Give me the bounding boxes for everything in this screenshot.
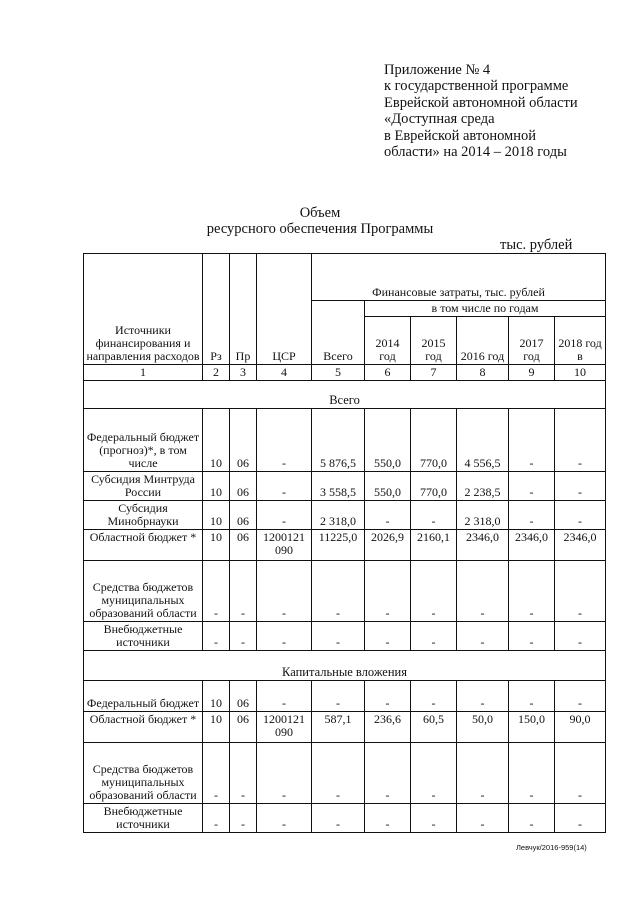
document-title: Объем	[299, 205, 341, 221]
col-number: 2	[203, 365, 230, 381]
row-2016: -	[457, 561, 509, 622]
footer-code: Левчук/2016-959(14)	[516, 843, 587, 852]
row-2018: -	[555, 681, 606, 712]
header-csr: ЦСР	[257, 254, 312, 365]
row-2018: -	[555, 409, 606, 472]
section-title: Всего	[84, 381, 606, 409]
appendix-line: в Еврейской автономной	[384, 127, 536, 144]
row-csr: 1200121 090	[257, 530, 312, 561]
col-number: 1	[84, 365, 203, 381]
table-row	[84, 561, 606, 622]
row-rz: -	[203, 804, 230, 833]
header-year: 2015 год	[411, 317, 457, 365]
row-2017: -	[509, 501, 555, 530]
row-csr: -	[257, 472, 312, 501]
row-2014: -	[365, 681, 411, 712]
row-source: Субсидия Минтруда России	[84, 472, 203, 501]
appendix-line: к государственной программе	[384, 78, 569, 95]
table-row	[84, 472, 606, 501]
units-label: тыс. рублей	[500, 237, 573, 253]
row-source: Внебюджетные источники	[84, 804, 203, 833]
row-rz: 10	[203, 472, 230, 501]
appendix-block	[384, 62, 634, 160]
table-row	[84, 743, 606, 804]
row-pr: 06	[230, 409, 257, 472]
appendix-line: области» на 2014 – 2018 годы	[384, 144, 567, 161]
row-2018: 2346,0	[555, 530, 606, 561]
row-source: Средства бюджетов муниципальных образований области	[84, 743, 203, 804]
row-2015: 60,5	[411, 712, 457, 743]
row-total: -	[312, 681, 365, 712]
row-rz: -	[203, 561, 230, 622]
row-2014: -	[365, 622, 411, 651]
row-rz: 10	[203, 409, 230, 472]
row-2017: -	[509, 561, 555, 622]
row-2016: 50,0	[457, 712, 509, 743]
row-csr: -	[257, 622, 312, 651]
row-2018: -	[555, 501, 606, 530]
row-csr: -	[257, 804, 312, 833]
row-csr: -	[257, 561, 312, 622]
row-2015: -	[411, 501, 457, 530]
col-number: 10	[555, 365, 606, 381]
row-2016: -	[457, 622, 509, 651]
row-rz: -	[203, 622, 230, 651]
row-2018: -	[555, 743, 606, 804]
table-row	[84, 804, 606, 833]
appendix-line: Еврейской автономной области	[384, 94, 578, 111]
header-source: Источники финансирования и направления расходов	[84, 254, 203, 365]
row-2018: -	[555, 472, 606, 501]
row-csr: -	[257, 501, 312, 530]
row-source: Внебюджетные источники	[84, 622, 203, 651]
header-year: 2014 год	[365, 317, 411, 365]
row-source: Областной бюджет *	[84, 712, 203, 743]
row-2016: 4 556,5	[457, 409, 509, 472]
row-pr: 06	[230, 472, 257, 501]
row-2016: 2346,0	[457, 530, 509, 561]
row-total: -	[312, 743, 365, 804]
row-pr: -	[230, 561, 257, 622]
row-2017: -	[509, 409, 555, 472]
row-2014: -	[365, 743, 411, 804]
row-2018: -	[555, 622, 606, 651]
row-total: 2 318,0	[312, 501, 365, 530]
row-2017: -	[509, 804, 555, 833]
header-fin: Финансовые затраты, тыс. рублей	[312, 254, 606, 301]
header-year: 2016 год	[457, 317, 509, 365]
row-pr: -	[230, 743, 257, 804]
row-2017: -	[509, 472, 555, 501]
resource-table	[83, 253, 606, 833]
row-2018: -	[555, 804, 606, 833]
row-pr: -	[230, 622, 257, 651]
row-total: 5 876,5	[312, 409, 365, 472]
row-pr: 06	[230, 712, 257, 743]
row-csr: -	[257, 409, 312, 472]
row-2015: -	[411, 804, 457, 833]
row-total: -	[312, 804, 365, 833]
row-source: Областной бюджет *	[84, 530, 203, 561]
table-row	[84, 681, 606, 712]
row-rz: 10	[203, 501, 230, 530]
row-csr: 1200121 090	[257, 712, 312, 743]
row-2015: 770,0	[411, 409, 457, 472]
row-2014: 550,0	[365, 472, 411, 501]
table-row	[84, 501, 606, 530]
row-source: Федеральный бюджет	[84, 681, 203, 712]
row-2018: 90,0	[555, 712, 606, 743]
appendix-line: «Доступная среда	[384, 111, 495, 128]
col-number: 8	[457, 365, 509, 381]
header-rz: Рз	[203, 254, 230, 365]
row-2016: 2 318,0	[457, 501, 509, 530]
row-2016: -	[457, 804, 509, 833]
row-rz: -	[203, 743, 230, 804]
col-number: 6	[365, 365, 411, 381]
row-rz: 10	[203, 681, 230, 712]
row-2016: 2 238,5	[457, 472, 509, 501]
row-2014: -	[365, 804, 411, 833]
row-2015: -	[411, 681, 457, 712]
row-rz: 10	[203, 712, 230, 743]
col-number: 3	[230, 365, 257, 381]
table-row	[84, 712, 606, 743]
row-2015: 770,0	[411, 472, 457, 501]
table-row	[84, 409, 606, 472]
row-source: Средства бюджетов муниципальных образований области	[84, 561, 203, 622]
header-by-years: в том числе по годам	[365, 301, 606, 317]
section-title: Капитальные вложения	[84, 651, 606, 681]
row-pr: 06	[230, 530, 257, 561]
row-2017: 2346,0	[509, 530, 555, 561]
row-total: 3 558,5	[312, 472, 365, 501]
row-2015: -	[411, 561, 457, 622]
row-2017: -	[509, 622, 555, 651]
row-source: Федеральный бюджет (прогноз)*, в том числе	[84, 409, 203, 472]
row-2014: -	[365, 501, 411, 530]
col-number: 4	[257, 365, 312, 381]
row-csr: -	[257, 743, 312, 804]
row-2018: -	[555, 561, 606, 622]
row-2017: -	[509, 681, 555, 712]
row-2015: -	[411, 622, 457, 651]
table-row	[84, 622, 606, 651]
row-2017: 150,0	[509, 712, 555, 743]
row-2014: 2026,9	[365, 530, 411, 561]
row-2016: -	[457, 743, 509, 804]
row-2016: -	[457, 681, 509, 712]
header-total: Всего	[312, 301, 365, 365]
row-2015: -	[411, 743, 457, 804]
row-pr: 06	[230, 501, 257, 530]
document-subtitle: ресурсного обеспечения Программы	[206, 221, 434, 237]
header-year: 2017 год	[509, 317, 555, 365]
row-pr: -	[230, 804, 257, 833]
table-row	[84, 530, 606, 561]
row-rz: 10	[203, 530, 230, 561]
row-source: Субсидия Минобрнауки	[84, 501, 203, 530]
row-2015: 2160,1	[411, 530, 457, 561]
col-number: 7	[411, 365, 457, 381]
row-2017: -	[509, 743, 555, 804]
header-year: 2018 год в	[555, 317, 606, 365]
row-total: 587,1	[312, 712, 365, 743]
row-total: 11225,0	[312, 530, 365, 561]
row-csr: -	[257, 681, 312, 712]
appendix-line: Приложение № 4	[384, 62, 491, 78]
col-number: 9	[509, 365, 555, 381]
row-total: -	[312, 622, 365, 651]
row-2014: -	[365, 561, 411, 622]
row-total: -	[312, 561, 365, 622]
header-pr: Пр	[230, 254, 257, 365]
col-number: 5	[312, 365, 365, 381]
row-2014: 236,6	[365, 712, 411, 743]
row-pr: 06	[230, 681, 257, 712]
row-2014: 550,0	[365, 409, 411, 472]
